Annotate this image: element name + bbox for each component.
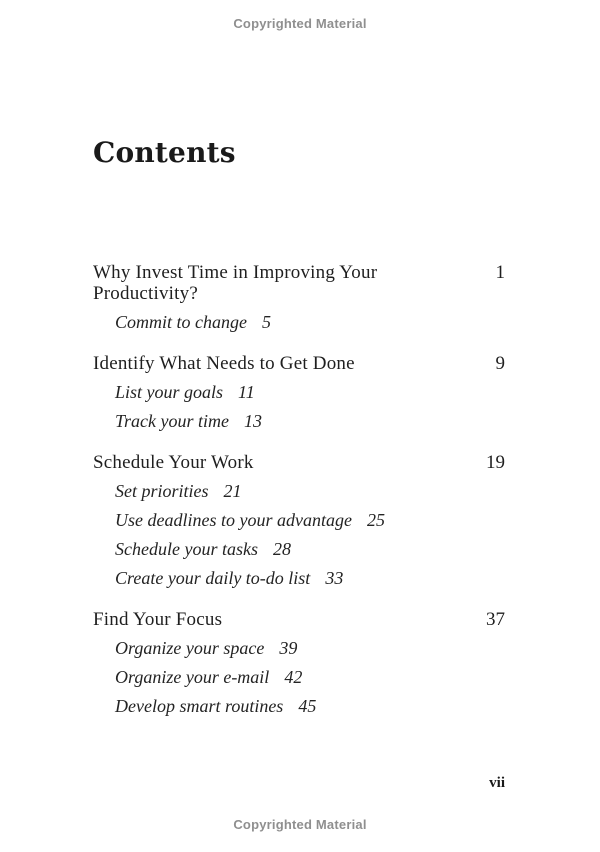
page-title: Contents [93,136,236,169]
chapter-page: 1 [495,262,505,283]
toc-subsection [115,638,505,659]
subsection-title: Track your time [115,411,229,431]
copyright-notice-top: Copyrighted Material [233,16,367,31]
subsection-title: Create your daily to-do list [115,568,311,588]
toc-list [93,262,505,717]
subsection-title: List your goals [115,382,224,402]
toc-chapter [93,609,505,717]
toc-subsection [115,696,505,717]
subsection-page: 33 [325,568,344,588]
chapter-row [93,452,505,473]
toc-subsection [115,667,505,688]
chapter-row [93,353,505,374]
subsection-list [93,481,505,589]
toc-subsection [115,382,505,403]
subsection-title: Schedule your tasks [115,539,258,559]
subsection-list [93,638,505,717]
subsection-page: 21 [223,481,242,501]
subsection-title: Commit to change [115,312,247,332]
subsection-page: 11 [238,382,255,402]
chapter-row [93,609,505,630]
subsection-title: Use deadlines to your advantage [115,510,352,530]
chapter-row [93,262,505,304]
subsection-title: Develop smart routines [115,696,284,716]
chapter-title: Why Invest Time in Improving Your Productivity? [93,262,378,304]
copyright-notice-bottom: Copyrighted Material [233,817,367,832]
toc-subsection [115,312,505,333]
toc-subsection [115,411,505,432]
subsection-list [93,382,505,432]
subsection-title: Organize your space [115,638,265,658]
chapter-title: Find Your Focus [93,609,223,630]
toc-subsection [115,539,505,560]
chapter-page: 37 [486,609,505,630]
subsection-page: 45 [298,696,317,716]
subsection-title: Set priorities [115,481,209,501]
toc-content [93,0,505,717]
page-number: vii [489,775,505,791]
toc-subsection [115,510,505,531]
chapter-title: Identify What Needs to Get Done [93,353,355,374]
subsection-page: 42 [284,667,303,687]
subsection-page: 5 [262,312,271,332]
toc-chapter [93,452,505,589]
subsection-title: Organize your e-mail [115,667,270,687]
toc-subsection [115,481,505,502]
toc-chapter [93,262,505,333]
chapter-title: Schedule Your Work [93,452,254,473]
toc-chapter [93,353,505,432]
toc-subsection [115,568,505,589]
subsection-page: 28 [272,539,291,559]
subsection-page: 13 [244,411,262,431]
chapter-page: 19 [486,452,505,473]
subsection-page: 25 [366,510,385,530]
subsection-page: 39 [279,638,298,658]
subsection-list [93,312,505,333]
chapter-page: 9 [495,353,505,374]
